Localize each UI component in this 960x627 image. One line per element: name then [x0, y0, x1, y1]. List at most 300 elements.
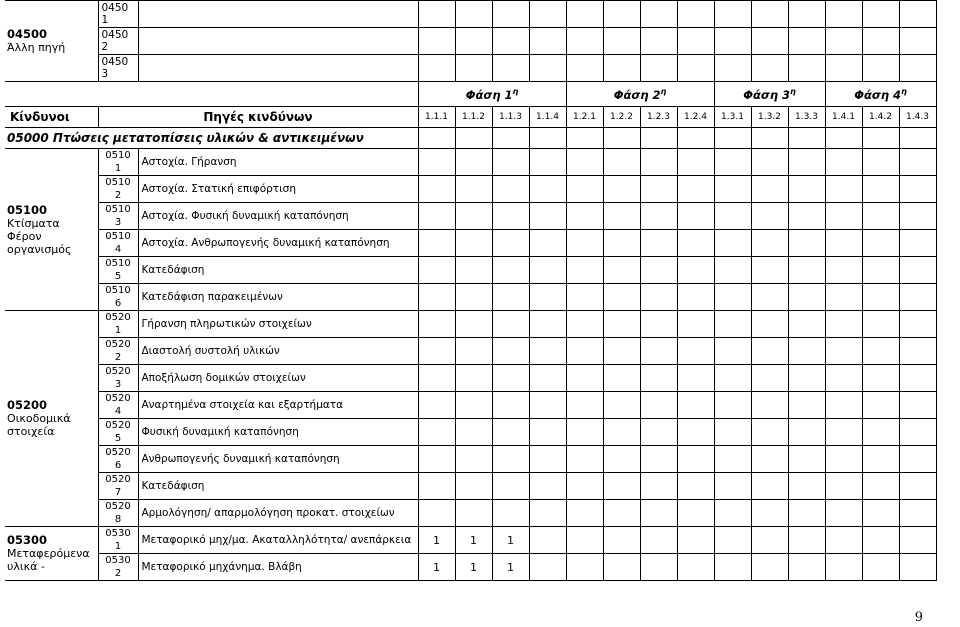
phase-cell	[566, 311, 603, 338]
phase-cell	[677, 230, 714, 257]
phase-label: Φάση 1	[465, 87, 513, 102]
phase-cell	[529, 284, 566, 311]
phase-cell	[714, 128, 751, 149]
phase-cell	[899, 128, 936, 149]
phase-cell	[788, 284, 825, 311]
phase-cell	[529, 446, 566, 473]
phase-cell	[714, 527, 751, 554]
phase-cell	[492, 128, 529, 149]
phase-cell	[677, 1, 714, 28]
phase-cell	[862, 500, 899, 527]
source-desc-cell: Αστοχία. Ανθρωπογενής δυναμική καταπόνηση	[138, 230, 418, 257]
phase-cell	[677, 257, 714, 284]
phase-cell	[418, 473, 455, 500]
source-code-cell: 0520 5	[98, 419, 138, 446]
phase-cell	[825, 203, 862, 230]
phase-cell	[529, 128, 566, 149]
phase-cell	[751, 257, 788, 284]
phase-cell	[825, 500, 862, 527]
group-code: 05300	[7, 533, 48, 547]
phase-cell	[825, 311, 862, 338]
phase-cell	[566, 419, 603, 446]
hazard-source-row	[5, 473, 936, 500]
phase-cell	[455, 311, 492, 338]
phase-cell	[418, 284, 455, 311]
phase-cell	[603, 257, 640, 284]
phase-cell	[418, 149, 455, 176]
phase-cell	[714, 203, 751, 230]
phase-label: Φάση 4	[854, 87, 902, 102]
phase-cell	[566, 203, 603, 230]
source-desc-cell: Αρμολόγηση/ απαρμολόγηση προκατ. στοιχείων	[138, 500, 418, 527]
phase-cell	[566, 365, 603, 392]
phase-cell	[899, 500, 936, 527]
phase-cell	[529, 257, 566, 284]
phase-cell	[677, 203, 714, 230]
phase-cell	[529, 527, 566, 554]
phase-cell	[862, 1, 899, 28]
phase-cell	[603, 230, 640, 257]
phase-cell	[899, 203, 936, 230]
phase-cell	[714, 473, 751, 500]
phase-cell	[566, 527, 603, 554]
phase-cell	[751, 554, 788, 581]
phase-cell	[788, 554, 825, 581]
phase-cell	[603, 149, 640, 176]
phase-cell: 1	[455, 527, 492, 554]
subphase-header: 1.4.3	[899, 107, 936, 128]
phase-cell	[862, 203, 899, 230]
phase-cell	[825, 419, 862, 446]
phase-cell	[862, 311, 899, 338]
phase-cell	[455, 257, 492, 284]
source-code-cell: 0510 2	[98, 176, 138, 203]
subphase-header: 1.1.4	[529, 107, 566, 128]
phase-cell	[825, 527, 862, 554]
source-desc-cell: Κατεδάφιση παρακειμένων	[138, 284, 418, 311]
phase-cell	[825, 257, 862, 284]
phase-cell	[677, 128, 714, 149]
phase-cell	[714, 500, 751, 527]
phase-cell	[529, 55, 566, 82]
phase-cell	[640, 338, 677, 365]
phase-cell	[566, 392, 603, 419]
phase-cell	[862, 128, 899, 149]
phase-cell	[603, 28, 640, 55]
phase-cell	[418, 500, 455, 527]
hazard-source-row	[5, 365, 936, 392]
phase-cell	[899, 284, 936, 311]
phase-cell	[788, 338, 825, 365]
phase-cell	[751, 527, 788, 554]
header-source-row	[5, 55, 936, 82]
phase-cell	[788, 1, 825, 28]
phase-cell	[677, 527, 714, 554]
phase-cell	[455, 128, 492, 149]
phase-cell	[566, 28, 603, 55]
phase-cell	[455, 338, 492, 365]
phase-cell	[603, 554, 640, 581]
phase-cell	[825, 1, 862, 28]
phase-cell	[825, 338, 862, 365]
phase-cell	[640, 446, 677, 473]
subphase-header: 1.3.1	[714, 107, 751, 128]
source-code-cell: 0450 2	[98, 28, 138, 55]
subphase-header: 1.3.3	[788, 107, 825, 128]
phase-cell	[899, 473, 936, 500]
phase-cell	[788, 527, 825, 554]
phase-cell	[529, 554, 566, 581]
phase-cell	[899, 419, 936, 446]
phase-cell	[714, 55, 751, 82]
phase-cell	[640, 554, 677, 581]
source-desc-cell: Μεταφορικό μηχάνημα. Βλάβη	[138, 554, 418, 581]
source-desc-cell	[138, 28, 418, 55]
hazard-name: Άλλη πηγή	[7, 41, 66, 54]
phase-label-sup: η	[512, 86, 519, 96]
phase-cell	[714, 419, 751, 446]
source-code-cell: 0510 4	[98, 230, 138, 257]
phase-cell	[862, 473, 899, 500]
phase-cell	[640, 500, 677, 527]
group-name-line: Φέρον	[7, 229, 42, 243]
phase-4-header	[825, 82, 936, 107]
phase-cell	[455, 28, 492, 55]
phase-cell	[751, 128, 788, 149]
phase-cell	[788, 392, 825, 419]
hazards-header: Κίνδυνοι	[5, 107, 98, 128]
phase-cell	[751, 284, 788, 311]
subphase-header: 1.3.2	[751, 107, 788, 128]
phase-cell	[455, 149, 492, 176]
phase-cell	[899, 28, 936, 55]
sources-header: Πηγές κινδύνων	[98, 107, 418, 128]
phase-header-row	[5, 82, 936, 107]
phase-cell	[714, 230, 751, 257]
phase-cell	[566, 55, 603, 82]
phase-cell: 1	[418, 527, 455, 554]
phase-cell	[677, 554, 714, 581]
source-code-cell: 0520 1	[98, 311, 138, 338]
phase-cell	[899, 55, 936, 82]
phase-cell	[751, 392, 788, 419]
phase-3-header	[714, 82, 825, 107]
phase-cell: 1	[455, 554, 492, 581]
phase-cell	[566, 257, 603, 284]
phase-cell	[492, 500, 529, 527]
hazard-source-row	[5, 203, 936, 230]
source-code-cell: 0520 8	[98, 500, 138, 527]
phase-cell	[899, 392, 936, 419]
phase-cell	[825, 446, 862, 473]
hazard-source-row	[5, 392, 936, 419]
source-desc-cell: Αστοχία. Στατική επιφόρτιση	[138, 176, 418, 203]
phase-cell	[566, 230, 603, 257]
phase-cell	[677, 311, 714, 338]
subphase-header: 1.1.3	[492, 107, 529, 128]
source-desc-cell: Ανθρωπογενής δυναμική καταπόνηση	[138, 446, 418, 473]
phase-cell	[788, 203, 825, 230]
hazard-matrix-table	[5, 0, 937, 581]
phase-cell	[899, 176, 936, 203]
source-code-cell: 0510 1	[98, 149, 138, 176]
phase-cell	[529, 338, 566, 365]
phase-cell	[492, 230, 529, 257]
phase-cell	[862, 392, 899, 419]
phase-cell	[603, 338, 640, 365]
phase-cell	[825, 365, 862, 392]
phase-cell	[899, 257, 936, 284]
phase-cell	[640, 230, 677, 257]
phase-cell	[455, 473, 492, 500]
phase-cell	[603, 311, 640, 338]
phase-cell	[825, 149, 862, 176]
phase-cell	[899, 365, 936, 392]
phase-cell	[529, 500, 566, 527]
phase-cell	[492, 203, 529, 230]
phase-cell	[862, 149, 899, 176]
phase-cell	[640, 149, 677, 176]
phase-cell	[788, 28, 825, 55]
phase-cell	[677, 473, 714, 500]
phase-cell	[640, 473, 677, 500]
phase-cell	[899, 338, 936, 365]
phase-cell	[603, 203, 640, 230]
phase-cell	[492, 55, 529, 82]
phase-cell	[492, 149, 529, 176]
phase-cell	[418, 128, 455, 149]
phase-cell	[677, 419, 714, 446]
hazard-source-row	[5, 149, 936, 176]
subphase-header: 1.2.2	[603, 107, 640, 128]
phase-cell	[529, 176, 566, 203]
phase-cell	[677, 392, 714, 419]
phase-cell	[825, 392, 862, 419]
phase-cell	[492, 365, 529, 392]
phase-cell	[751, 176, 788, 203]
phase-cell	[862, 284, 899, 311]
phase-cell	[603, 392, 640, 419]
phase-cell	[603, 128, 640, 149]
phase-cell	[640, 527, 677, 554]
phase-cell	[603, 527, 640, 554]
phase-cell	[714, 284, 751, 311]
source-code-cell: 0520 3	[98, 365, 138, 392]
phase-cell	[566, 284, 603, 311]
phase-cell: 1	[492, 527, 529, 554]
hazard-code: 04500	[7, 27, 48, 41]
phase-cell	[751, 419, 788, 446]
phase-cell	[418, 176, 455, 203]
phase-cell	[529, 230, 566, 257]
phase-cell	[492, 473, 529, 500]
source-desc-cell: Αστοχία. Γήρανση	[138, 149, 418, 176]
phase-cell	[862, 554, 899, 581]
source-code-cell: 0520 7	[98, 473, 138, 500]
group-name-line: οργανισμός	[7, 242, 72, 256]
phase-cell	[418, 365, 455, 392]
phase-cell	[455, 500, 492, 527]
phase-cell	[677, 28, 714, 55]
phase-cell	[714, 149, 751, 176]
phase-cell	[566, 446, 603, 473]
phase-cell	[455, 419, 492, 446]
source-code-cell: 0520 6	[98, 446, 138, 473]
phase-cell	[529, 365, 566, 392]
hazard-source-row	[5, 176, 936, 203]
phase-cell	[899, 554, 936, 581]
source-desc-cell: Διαστολή συστολή υλικών	[138, 338, 418, 365]
phase-cell	[677, 338, 714, 365]
phase-cell	[677, 446, 714, 473]
phase-label: Φάση 3	[743, 87, 791, 102]
subphase-header: 1.2.3	[640, 107, 677, 128]
phase-cell	[492, 28, 529, 55]
phase-cell	[418, 338, 455, 365]
phase-cell	[529, 311, 566, 338]
source-code-cell: 0520 4	[98, 392, 138, 419]
phase-cell	[492, 257, 529, 284]
source-desc-cell: Φυσική δυναμική καταπόνηση	[138, 419, 418, 446]
phase-cell	[751, 473, 788, 500]
phase-cell	[751, 230, 788, 257]
phase-cell	[640, 55, 677, 82]
phase-cell	[418, 392, 455, 419]
phase-cell	[751, 446, 788, 473]
phase-cell	[751, 149, 788, 176]
phase-cell	[788, 149, 825, 176]
phase-cell	[455, 55, 492, 82]
phase-cell	[899, 1, 936, 28]
subphase-header: 1.2.1	[566, 107, 603, 128]
phase-label: Φάση 2	[613, 87, 661, 102]
phase-cell	[788, 128, 825, 149]
phase-cell	[788, 311, 825, 338]
hazard-source-row	[5, 230, 936, 257]
phase-cell	[603, 55, 640, 82]
phase-cell	[640, 28, 677, 55]
phase-cell	[899, 230, 936, 257]
phase-cell	[788, 257, 825, 284]
phase-cell	[825, 473, 862, 500]
phase-cell	[714, 554, 751, 581]
phase-cell	[677, 500, 714, 527]
phase-cell	[751, 1, 788, 28]
phase-cell	[418, 257, 455, 284]
hazard-source-row	[5, 338, 936, 365]
phase-cell	[455, 203, 492, 230]
phase-cell	[862, 28, 899, 55]
phase-cell	[455, 446, 492, 473]
phase-cell	[418, 1, 455, 28]
phase-label-sup: η	[901, 86, 907, 96]
phase-cell	[825, 55, 862, 82]
phase-cell	[640, 1, 677, 28]
phase-1-header	[418, 82, 566, 107]
phase-cell	[529, 28, 566, 55]
phase-cell	[677, 176, 714, 203]
group-code: 05200	[7, 398, 48, 412]
phase-cell	[788, 446, 825, 473]
phase-cell	[418, 28, 455, 55]
source-code-cell: 0450 1	[98, 1, 138, 28]
phase-cell	[418, 230, 455, 257]
subphase-header: 1.1.1	[418, 107, 455, 128]
phase-cell	[566, 176, 603, 203]
phase-cell	[714, 1, 751, 28]
phase-cell	[455, 230, 492, 257]
phase-header-blank	[5, 82, 418, 107]
phase-cell: 1	[492, 554, 529, 581]
phase-cell	[714, 365, 751, 392]
subphase-header: 1.2.4	[677, 107, 714, 128]
phase-cell	[677, 284, 714, 311]
phase-cell	[714, 176, 751, 203]
source-code-cell: 0520 2	[98, 338, 138, 365]
phase-cell	[418, 446, 455, 473]
phase-cell	[529, 473, 566, 500]
group-05200-cell	[5, 311, 98, 527]
phase-cell	[492, 446, 529, 473]
phase-cell	[788, 55, 825, 82]
phase-cell	[640, 176, 677, 203]
phase-cell	[640, 365, 677, 392]
phase-cell	[455, 176, 492, 203]
phase-cell	[603, 446, 640, 473]
phase-cell	[825, 284, 862, 311]
phase-cell	[825, 554, 862, 581]
phase-cell	[862, 338, 899, 365]
phase-cell	[603, 284, 640, 311]
phase-label-sup: η	[660, 86, 667, 96]
phase-cell	[603, 1, 640, 28]
phase-cell	[603, 500, 640, 527]
phase-cell	[899, 527, 936, 554]
subphase-header: 1.4.2	[862, 107, 899, 128]
phase-cell	[714, 392, 751, 419]
source-desc-cell: Κατεδάφιση	[138, 473, 418, 500]
phase-cell	[492, 284, 529, 311]
phase-cell	[677, 55, 714, 82]
group-name-line: στοιχεία	[7, 425, 55, 438]
phase-cell	[788, 419, 825, 446]
phase-cell	[714, 338, 751, 365]
column-header-row	[5, 107, 936, 128]
section-title-row	[5, 128, 936, 149]
phase-cell	[862, 230, 899, 257]
source-code-cell: 0510 6	[98, 284, 138, 311]
phase-label-sup: η	[790, 86, 796, 96]
phase-cell	[751, 311, 788, 338]
hazard-source-row	[5, 419, 936, 446]
phase-cell	[640, 311, 677, 338]
phase-cell	[862, 55, 899, 82]
phase-cell	[529, 149, 566, 176]
phase-cell	[492, 338, 529, 365]
phase-cell	[862, 446, 899, 473]
group-name-line: Μεταφερόμενα	[7, 547, 90, 560]
phase-cell	[788, 473, 825, 500]
phase-cell	[418, 203, 455, 230]
phase-cell	[455, 365, 492, 392]
phase-cell	[566, 338, 603, 365]
phase-cell	[751, 28, 788, 55]
phase-cell	[899, 446, 936, 473]
phase-cell	[529, 1, 566, 28]
section-title: 05000 Πτώσεις μετατοπίσεις υλικών & αντικειμένων	[5, 128, 418, 149]
phase-cell	[862, 257, 899, 284]
phase-cell	[788, 230, 825, 257]
